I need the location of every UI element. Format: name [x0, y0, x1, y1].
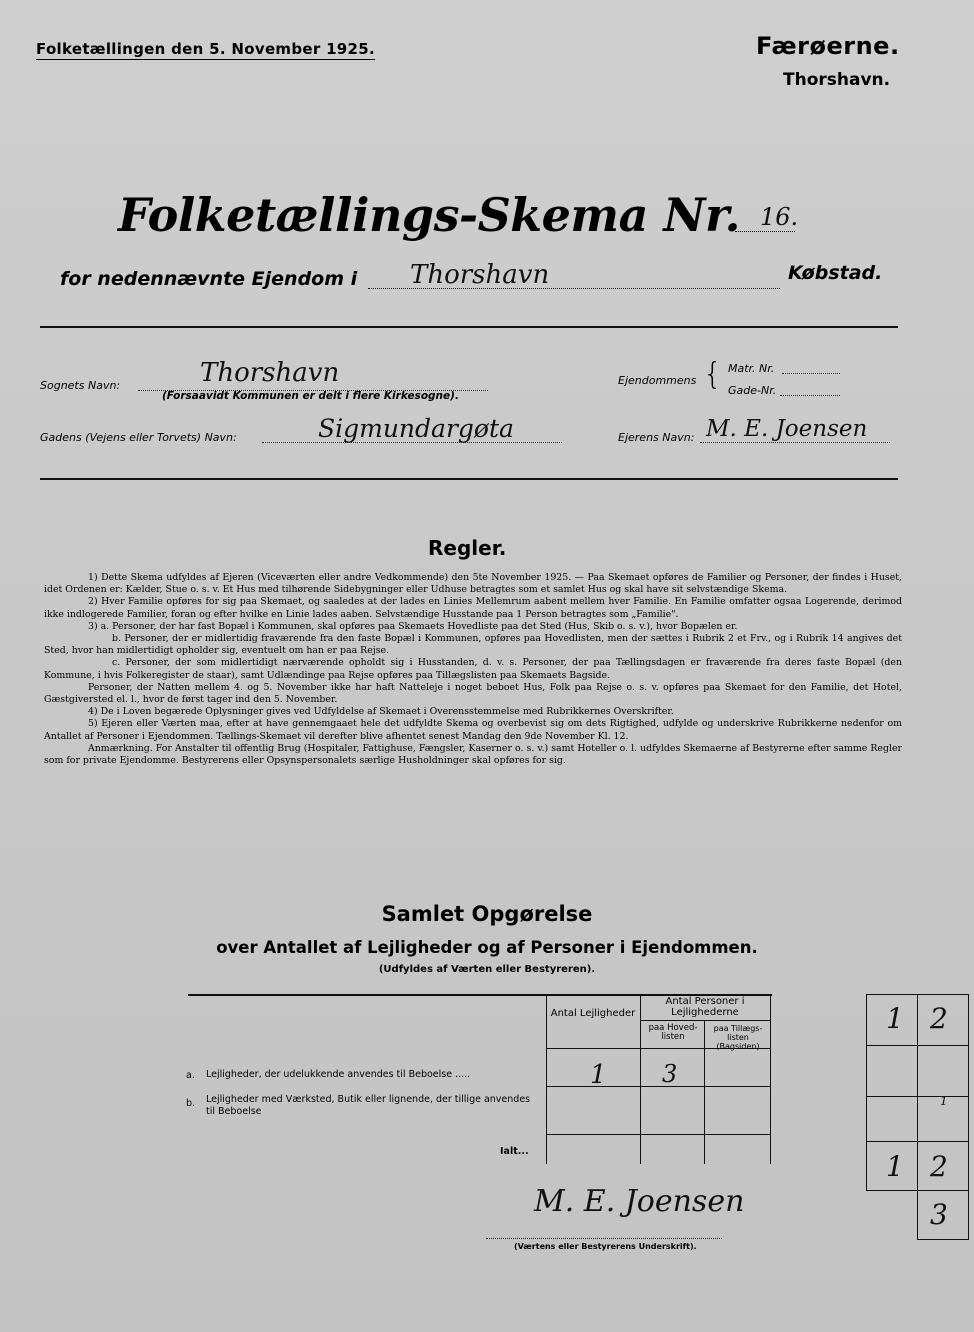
parish-label: Sognets Navn: — [40, 379, 121, 392]
form-number: 16. — [760, 203, 799, 231]
census-date-line: Folketællingen den 5. November 1925. — [36, 40, 376, 58]
gade-label: Gade-Nr. — [728, 384, 777, 397]
table-hline-persons — [640, 1020, 770, 1021]
side-b2-value: 1 — [940, 1094, 948, 1108]
summary-title: Samlet Opgørelse — [381, 902, 593, 926]
col-main-header: paa Hoved-listen — [648, 1023, 698, 1042]
side-box-r2a — [866, 1045, 918, 1097]
row-a-label: Lejligheder, der udelukkende anvendes til Beboelse ..... — [206, 1069, 471, 1080]
row-total-label: Ialt... — [500, 1146, 529, 1157]
rule-4: 4) De i Loven begærede Oplysninger gives ved Udfyldelse af Skemaet i Overensstemmelse med Rubrikkernes Overskrifter. — [88, 706, 674, 718]
rules-body — [44, 572, 902, 767]
row-b-letter: b. — [186, 1098, 196, 1109]
rule-night: Personer, der Natten mellem 4. og 5. November ikke har haft Natteleje i noget beboet Hus, Folk paa Rejse o. s. v. opføres paa Skemaet for den Familie, det Hotel, Gæstgiversted el. l., hvor de først tager ind den 5. November. — [44, 681, 902, 706]
table-hline-a — [546, 1086, 770, 1087]
row-a-main: 3 — [662, 1060, 678, 1088]
owner-line — [700, 442, 890, 443]
matr-line — [782, 373, 840, 374]
subtitle-prefix: for nedennævnte Ejendom i — [60, 268, 358, 290]
town-label: Thorshavn. — [783, 70, 891, 90]
rule-2: 2) Hver Familie opføres for sig paa Skemaet, og saaledes at der lades en Linies Mellemrum aabent mellem hver Familie. En Familie omfatter ogsaa Logerende, derimod ikke indlogerede Familier, foran og efter hvilke en Linie lades aaben. Selvstændige Husstande paa 1 Person betragtes som „Familie". — [44, 596, 902, 620]
rules-title: Regler. — [428, 536, 507, 560]
signature: M. E. Joensen — [534, 1184, 745, 1219]
divider-top — [40, 326, 898, 328]
matr-label: Matr. Nr. — [728, 362, 775, 375]
side-a1-value: 1 — [886, 1002, 904, 1035]
summary-subtitle: over Antallet af Lejligheder og af Personer i Ejendommen. — [216, 938, 758, 957]
property-brace: { — [703, 357, 723, 392]
col-persons-header: Antal Personer i Lejlighederne — [665, 996, 745, 1018]
table-vline-4 — [770, 994, 771, 1164]
subtitle-suffix: Købstad. — [788, 262, 883, 284]
parish-value: Thorshavn — [200, 358, 340, 388]
signature-caption: (Værtens eller Bestyrerens Underskrift). — [514, 1242, 697, 1251]
rule-3c: c. Personer, der som midlertidigt nærværende opholdt sig i Husstanden, d. v. s. Personer, der paa Tællingsdagen er fraværende fra deres faste Bopæl (den Kommune, i hvis Folkeregister de staar), samt Udlændinge paa Rejse opføres paa Tillægslisten paa Skemaets Bagside. — [44, 657, 902, 681]
parish-note: (Forsaavidt Kommunen er delt i flere Kirkesogne). — [162, 390, 459, 402]
side-t1-value: 1 — [886, 1150, 904, 1183]
col-apartments-header: Antal Lejligheder — [550, 1008, 636, 1019]
row-a-letter: a. — [186, 1070, 195, 1081]
form-number-line — [735, 231, 795, 232]
rule-note: Anmærkning. For Anstalter til offentlig Brug (Hospitaler, Fattighuse, Fængsler, Kaserner o. s. v.) samt Hoteller o. l. udfyldes Skemaerne af Bestyrerne efter samme Regler som for private Ejendomme. Bestyrerens eller Opsynspersonalets særlige Husholdninger skal opføres for sig. — [44, 742, 902, 767]
owner-value: M. E. Joensen — [706, 416, 868, 442]
signature-line — [486, 1238, 722, 1239]
side-a2-value: 2 — [930, 1002, 948, 1035]
gade-line — [780, 395, 840, 396]
summary-note: (Udfyldes af Værten eller Bestyreren). — [378, 964, 596, 975]
col-supp-header: paa Tillægs-listen (Bagsiden) — [713, 1024, 763, 1051]
rule-3a: 3) a. Personer, der har fast Bopæl i Kommunen, skal opføres paa Skemaets Hovedliste paa det Sted (Hus, Skib o. s. v.), hvor Bopælen er. — [88, 620, 738, 632]
table-hline-b — [546, 1134, 770, 1135]
side-box-r2b — [917, 1045, 969, 1097]
side-t2-value: 2 — [930, 1150, 948, 1183]
street-value: Sigmundargøta — [318, 414, 514, 443]
side-box-b1 — [866, 1096, 918, 1142]
rule-1: 1) Dette Skema udfyldes af Ejeren (Viceværten eller andre Vedkommende) den 5te November 1925. — Paa Skemaet opføres de Familier og Personer, der findes i Huset, idet Ordenen er: Kælder, Stue o. s. v. Et Hus med tilhørende Sidebygninger eller Udhuse betragtes som et samlet Hus og skal have sit selvstændige Skema. — [44, 572, 902, 596]
row-a-apartments: 1 — [590, 1060, 607, 1090]
property-label: Ejendommens — [618, 374, 697, 387]
side-grand-value: 3 — [930, 1198, 948, 1231]
street-label: Gadens (Vejens eller Torvets) Navn: — [40, 431, 237, 444]
row-b-label: Lejligheder med Værksted, Butik eller lignende, der tillige anvendes til Beboelse — [206, 1094, 531, 1117]
rule-5: 5) Ejeren eller Værten maa, efter at have gennemgaaet hele det udfyldte Skema og overbevist sig om dets Rigtighed, udfylde og underskrive Rubrikkerne nedenfor om Antallet af Personer i Ejendommen. Tællings-Skemaet vil derefter blive afhentet senest Mandag den 9de November Kl. 12. — [44, 718, 902, 742]
divider-mid — [40, 478, 898, 480]
owner-label: Ejerens Navn: — [618, 431, 695, 444]
table-vline-1 — [546, 994, 547, 1164]
form-title: Folketællings-Skema Nr. — [118, 188, 740, 242]
rule-3b: b. Personer, der er midlertidig fraværende fra den faste Bopæl i Kommunen, opføres paa Hovedlisten, men der sættes i Rubrik 2 et Frv., og i Rubrik 14 angives det Sted, hvor han midlertidigt opholder sig, eventuelt om han er paa Rejse. — [44, 633, 902, 657]
table-vline-3 — [704, 1020, 705, 1164]
region-label: Færøerne. — [756, 32, 900, 60]
place-value: Thorshavn — [410, 260, 550, 290]
